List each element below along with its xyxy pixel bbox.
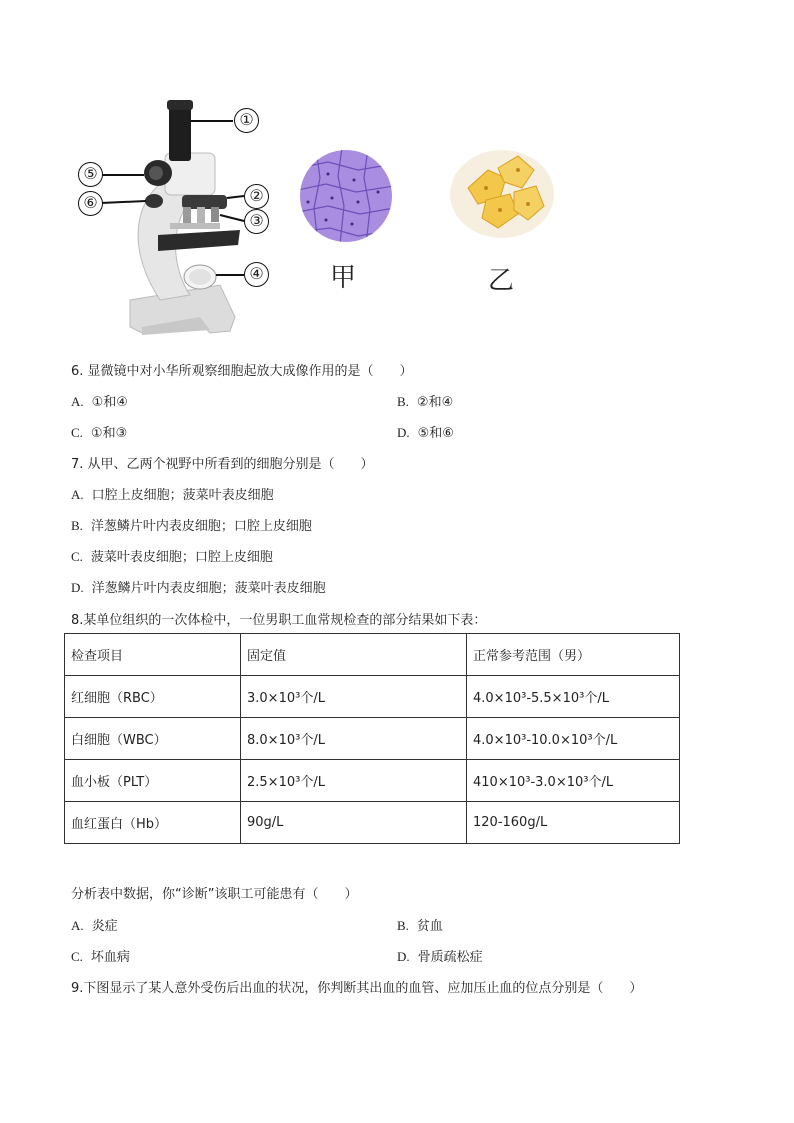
onion-cell-micrograph — [298, 148, 394, 244]
caption-yi: 乙 — [488, 266, 515, 296]
q6-option-c[interactable]: C. ①和③ — [71, 425, 128, 441]
callout-3: ③ — [244, 209, 269, 234]
table-cell: 8.0×10³个/L — [241, 718, 467, 760]
q6-option-d[interactable]: D. ⑤和⑥ — [397, 425, 454, 441]
table-cell: 120-160g/L — [467, 802, 680, 844]
table-cell: 白细胞（WBC） — [65, 718, 241, 760]
table-cell: 4.0×10³-5.5×10³个/L — [467, 676, 680, 718]
q8-followup: 分析表中数据，你“诊断”该职工可能患有（ ） — [71, 887, 358, 902]
table-row — [65, 676, 680, 718]
q7-option-d[interactable]: D. 洋葱鳞片叶内表皮细胞；菠菜叶表皮细胞 — [71, 580, 326, 596]
q8-option-b[interactable]: B. 贫血 — [397, 918, 443, 934]
q8-stem: 8.某单位组织的一次体检中，一位男职工血常规检查的部分结果如下表： — [71, 613, 487, 628]
table-header-row — [65, 634, 680, 676]
cheek-cell-image — [448, 148, 556, 240]
cheek-cell-micrograph — [448, 148, 556, 240]
q6-option-b[interactable]: B. ②和④ — [397, 394, 454, 410]
table-row — [65, 802, 680, 844]
q6-option-a[interactable]: A. ①和④ — [71, 394, 128, 410]
table-cell: 4.0×10³-10.0×10³个/L — [467, 718, 680, 760]
callout-5: ⑤ — [78, 162, 103, 187]
q8-option-c[interactable]: C. 坏血病 — [71, 949, 130, 965]
blood-test-table — [64, 633, 680, 844]
caption-jia: 甲 — [330, 263, 357, 293]
q9-stem: 9.下图显示了某人意外受伤后出血的状况，你判断其出血的血管、应加压止血的位点分别是（ ） — [71, 981, 643, 996]
table-cell: 90g/L — [241, 802, 467, 844]
q7-option-b[interactable]: B. 洋葱鳞片叶内表皮细胞；口腔上皮细胞 — [71, 518, 312, 534]
table-cell: 血小板（PLT） — [65, 760, 241, 802]
table-header-cell: 正常参考范围（男） — [467, 634, 680, 676]
q6-stem: 6. 显微镜中对小华所观察细胞起放大成像作用的是（ ） — [71, 364, 413, 379]
q7-stem: 7. 从甲、乙两个视野中所看到的细胞分别是（ ） — [71, 457, 374, 472]
onion-cell-image — [298, 148, 394, 244]
q8-option-d[interactable]: D. 骨质疏松症 — [397, 949, 483, 965]
q7-option-a[interactable]: A. 口腔上皮细胞；菠菜叶表皮细胞 — [71, 487, 274, 503]
callout-1: ① — [234, 108, 259, 133]
table-row — [65, 760, 680, 802]
q7-option-c[interactable]: C. 菠菜叶表皮细胞；口腔上皮细胞 — [71, 549, 273, 565]
table-cell: 410×10³-3.0×10³个/L — [467, 760, 680, 802]
callout-2: ② — [244, 184, 269, 209]
table-cell: 血红蛋白（Hb） — [65, 802, 241, 844]
table-header-cell: 固定值 — [241, 634, 467, 676]
q8-option-a[interactable]: A. 炎症 — [71, 918, 118, 934]
callout-4: ④ — [244, 262, 269, 287]
table-cell: 红细胞（RBC） — [65, 676, 241, 718]
table-row — [65, 718, 680, 760]
table-cell: 3.0×10³个/L — [241, 676, 467, 718]
callout-6: ⑥ — [78, 191, 103, 216]
table-header-cell: 检查项目 — [65, 634, 241, 676]
table-cell: 2.5×10³个/L — [241, 760, 467, 802]
